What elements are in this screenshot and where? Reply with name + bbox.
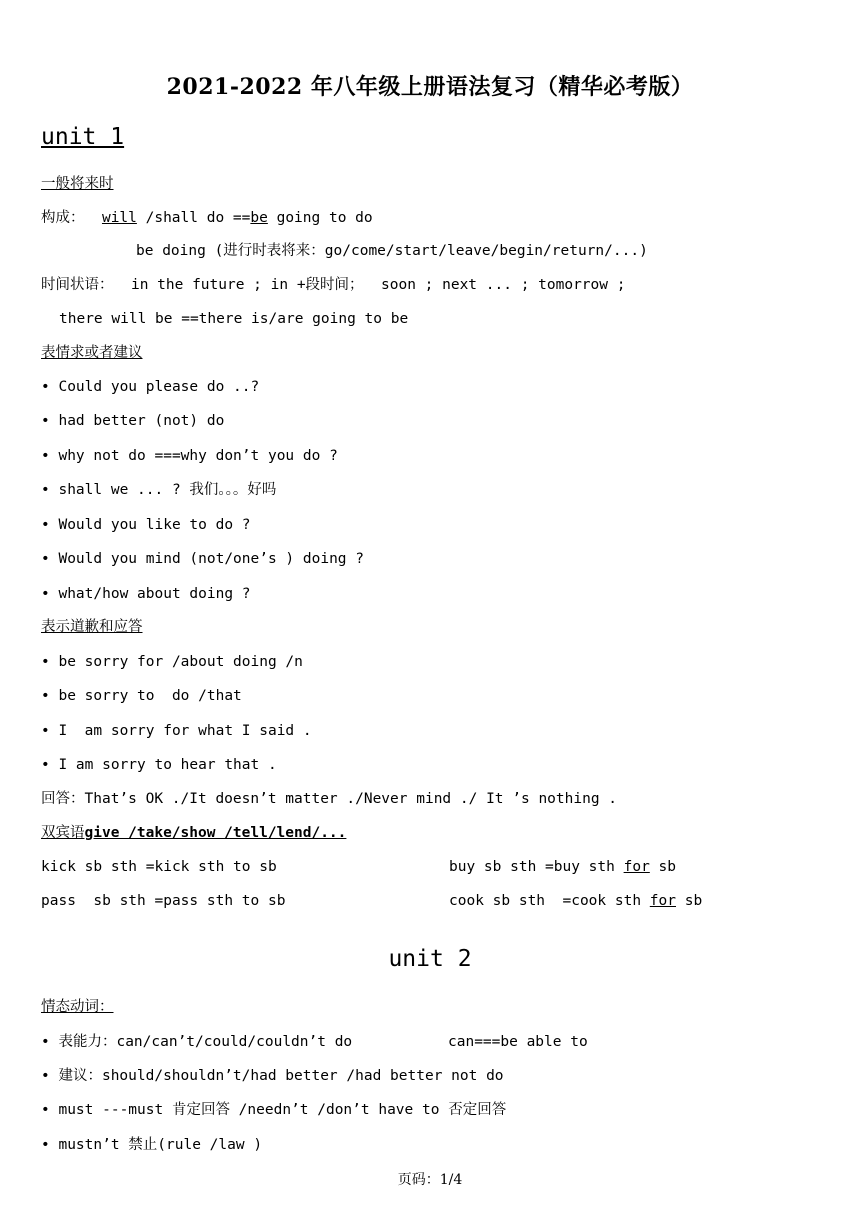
- double-object-heading: [41, 823, 346, 843]
- ability-note: can===be able to: [448, 1034, 588, 1050]
- list-item: • mustn’t 禁止(rule /law ): [41, 1137, 263, 1153]
- double-object-row2-left: pass sb sth =pass sth to sb: [41, 893, 286, 909]
- form-label: 构成：: [41, 210, 85, 226]
- text-a: buy sb sth =buy sth: [449, 859, 624, 875]
- modal-verbs-heading: 情态动词：: [41, 999, 114, 1015]
- text-a: cook sb sth =cook sth: [449, 893, 650, 909]
- list-item: • 建议：should/shouldn’t/had better /had better not do: [41, 1068, 504, 1084]
- double-object-heading-en: give /take/show /tell/lend/...: [84, 825, 347, 841]
- list-item: • I am sorry for what I said .: [41, 723, 312, 739]
- requests-heading: 表情求或者建议: [41, 345, 143, 361]
- form-mid: /shall do ==: [136, 210, 251, 226]
- time-adverbial-line: 时间状语： in the future ; in +段时间； soon ; next ... ; tomorrow ;: [41, 277, 626, 293]
- double-object-row2-right: [449, 891, 702, 911]
- list-item: • be sorry to do /that: [41, 688, 242, 704]
- list-item: • 表能力：can/can’t/could/couldn’t do: [41, 1034, 353, 1050]
- list-item: • what/how about doing ?: [41, 586, 251, 602]
- list-item: • must ---must 肯定回答 /needn’t /don’t have to 否定回答: [41, 1102, 507, 1118]
- text-b: sb: [649, 859, 677, 875]
- text-b: sb: [676, 893, 703, 909]
- future-tense-heading: 一般将来时: [41, 176, 114, 192]
- list-item: • be sorry for /about doing /n: [41, 654, 303, 670]
- list-item: • had better (not) do: [41, 413, 225, 429]
- list-item: • Would you like to do ?: [41, 517, 251, 533]
- form-end: going to do: [267, 210, 373, 226]
- page-title: 2021-2022 年八年级上册语法复习（精华必考版）: [166, 74, 694, 100]
- apology-answer: 回答：That’s OK ./It doesn’t matter ./Never mind ./ It ’s nothing .: [41, 791, 618, 807]
- double-object-heading-cn: 双宾语: [41, 825, 85, 841]
- there-will-be-line: there will be ==there is/are going to be: [59, 311, 409, 327]
- apology-heading: 表示道歉和应答: [41, 619, 143, 635]
- list-item: • Could you please do ..?: [41, 379, 260, 395]
- double-object-row1-left: kick sb sth =kick sth to sb: [41, 859, 277, 875]
- unit2-heading: unit 2: [388, 946, 472, 972]
- double-object-row1-right: [449, 857, 676, 877]
- future-form-line: [41, 208, 373, 228]
- unit1-heading: unit 1: [41, 124, 125, 150]
- list-item: • shall we ... ? 我们。。。好吗: [41, 482, 277, 498]
- list-item: • I am sorry to hear that .: [41, 757, 277, 773]
- form-will: will: [101, 210, 137, 226]
- for-word: for: [623, 859, 650, 875]
- page-number: 页码：1/4: [397, 1172, 463, 1188]
- future-form-line2: be doing (进行时表将来：go/come/start/leave/begin/return/...): [136, 243, 648, 259]
- list-item: • why not do ===why don’t you do ?: [41, 448, 338, 464]
- list-item: • Would you mind (not/one’s ) doing ?: [41, 551, 365, 567]
- for-word: for: [649, 893, 676, 909]
- form-be: be: [250, 210, 268, 226]
